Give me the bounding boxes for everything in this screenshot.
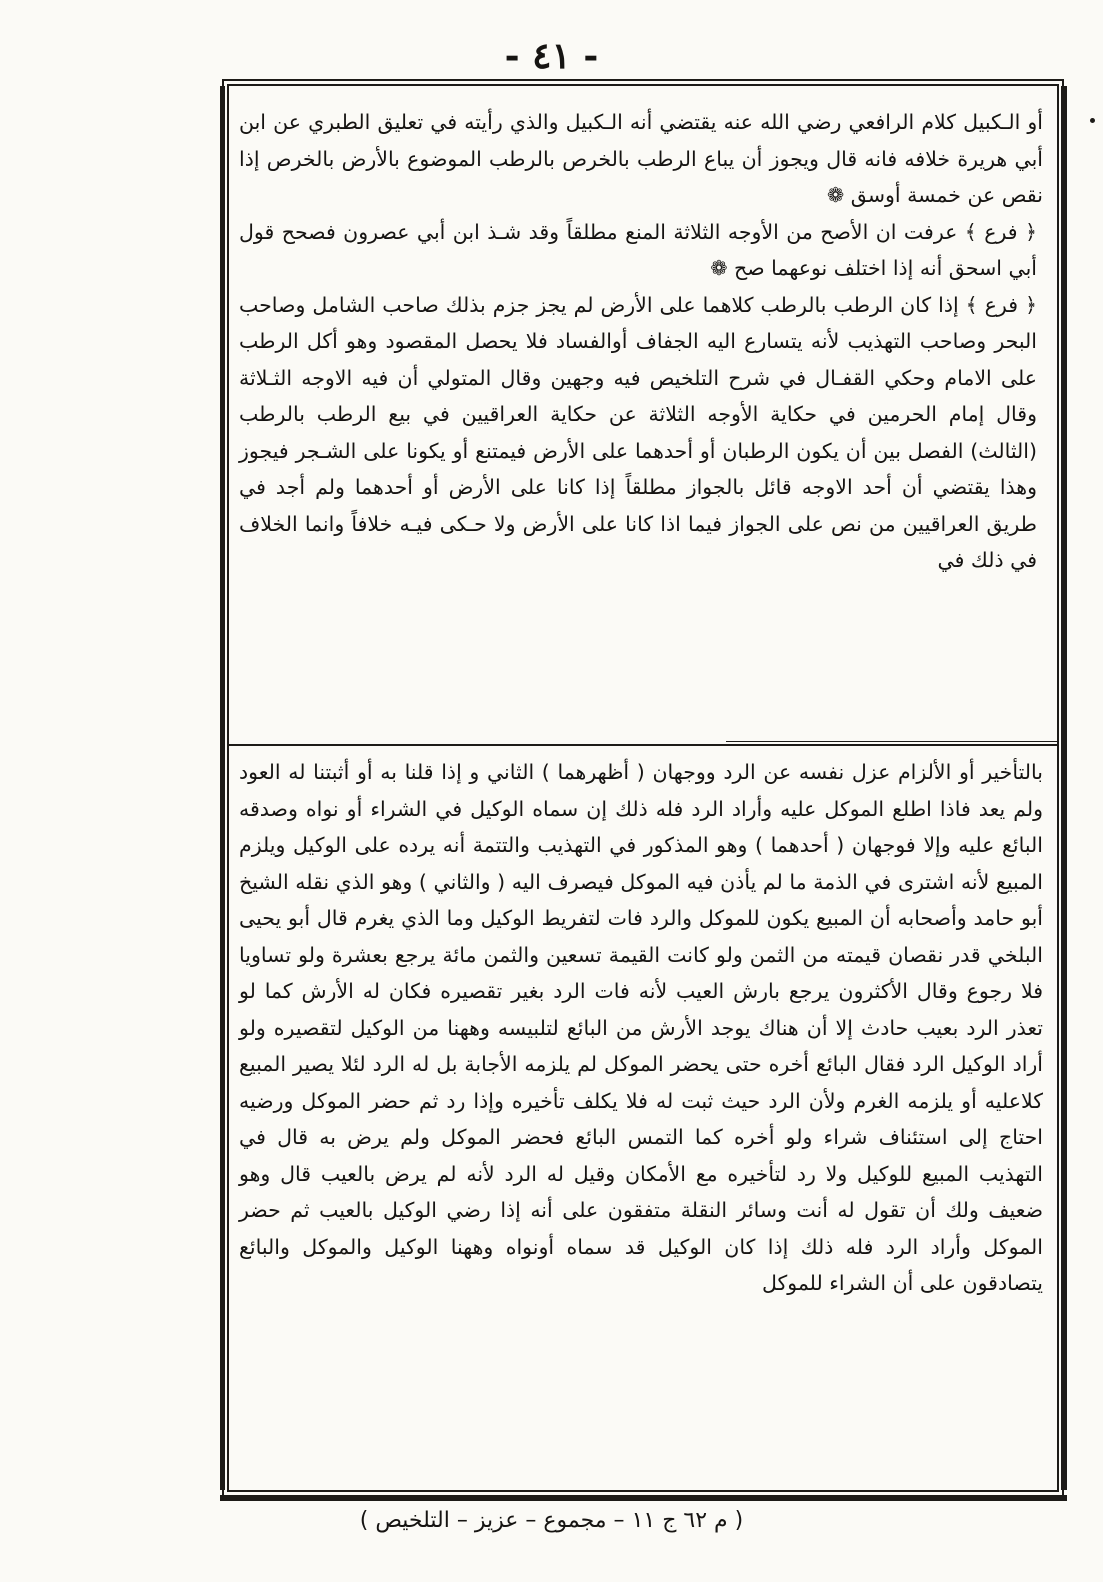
paragraph-far3: ﴿ فرع ﴾ عرفت ان الأصح من الأوجه الثلاثة المنع مطلقاً وقد شـذ ابن أبي عصرون فصحح قول أبي اسحق أنه إذا اختلف نوعهما صح ❁ [239, 219, 1037, 280]
footer-signature: ( م ٦٢ ج ١١ – مجموع – عزيز – التلخيص ) [359, 1508, 744, 1533]
margin-dot [1090, 118, 1095, 123]
text-frame [227, 84, 1059, 1492]
frame-rule-right [1061, 86, 1067, 1490]
main-text [239, 104, 1043, 579]
frame-rule-left [220, 86, 225, 1490]
page-number: - ٤١ - [504, 35, 599, 77]
paragraph-far3: ﴿ فرع ﴾ إذا كان الرطب بالرطب كلاهما على الأرض لم يجز جزم بذلك صاحب الشامل وصاحب البحر وصاحب التهذيب لأنه يتسارع اليه الجفاف أوالفساد فلا يحصل المقصود وهو أكل الرطب على الامام وحكي القفـال في شرح التلخيص فيه وجهين وقال المتولي أن فيه الاوجه الثـلاثة وقال إمام الحرمين في حكاية الأوجه الثلاثة عن حكاية العراقيين في بيع الرطب بالرطب (الثالث) الفصل بين أن يكون الرطبان أو أحدهما على الأرض فيمتنع أو يكونا على الشـجر فيجوز وهذا يقتضي أن أحد الاوجه قائل بالجواز مطلقاً إذا كانا على الأرض أو أحدهما ولم أجد في طريق العراقيين من نص على الجواز فيما اذا كانا على الأرض ولا حـكى فيـه خلافاً وانما الخلاف في ذلك في [239, 292, 1037, 572]
paragraph: أو الـكبيل كلام الرافعي رضي الله عنه يقتضي أنه الـكبيل والذي رأيته في تعليق الطبري عن ابن أبي هريرة خلافه فانه قال ويجوز أن يباع الرطب بالخرص بالرطب الموضوع بالأرض بالخرص إذا نقص عن خمسة أوسق ❁ [239, 110, 1043, 207]
paragraph: بالتأخير أو الألزام عزل نفسه عن الرد ووجهان ( أظهرهما ) الثاني و إذا قلنا به أو أثبتنا له العود ولم يعد فاذا اطلع الموكل عليه وأراد الرد فله ذلك إن سماه الوكيل في الشراء أو نواه وصدقه البائع عليه وإلا فوجهان ( أحدهما ) وهو المذكور في التهذيب والتتمة أنه يرده على الوكيل ويلزم المبيع لأنه اشترى في الذمة ما لم يأذن فيه الموكل فيصرف اليه ( والثاني ) وهو الذي نقله الشيخ أبو حامد وأصحابه أن المبيع يكون للموكل والرد فات لتفريط الوكيل وما الذي يغرم قال أبو يحيى البلخي قدر نقصان قيمته من الثمن ولو كانت القيمة تسعين والثمن مائة يرجع بعشرة ولو تساويا فلا رجوع وقال الأكثرون يرجع بارش العيب لأنه فات الرد بغير تقصيره فكان له الأرش كما لو تعذر الرد بعيب حادث إلا أن هناك يوجد الأرش من البائع لتلبيسه وههنا من الوكيل لتقصيره ولو أراد الوكيل الرد فقال البائع أخره حتى يحضر الموكل لم يلزمه الأجابة بل له الرد لئلا يصير المبيع كلاعليه أو يلزمه الغرم ولأن الرد حيث ثبت له فلا يكلف تأخيره وإذا رد ثم حضر الموكل ورضيه احتاج إلى استئناف شراء ولو أخره كما التمس البائع فحضر الموكل ولم يرض به قال في التهذيب المبيع للوكيل ولا رد لتأخيره مع الأمكان وقيل له الرد لأنه لم يرض بالعيب قال وهو ضعيف ولك أن تقول له أنت وسائر النقلة متفقون على أنه إذا رضي الوكيل بالعيب ثم حضر الموكل وأراد الرد فله ذلك إذا كان الوكيل قد سماه أونواه وههنا الوكيل والموكل والبائع يتصادقون على أن الشراء للموكل [239, 760, 1043, 1295]
section-divider [229, 744, 1057, 746]
commentary-text [239, 754, 1043, 1302]
frame-rule-bottom [220, 1495, 1067, 1501]
